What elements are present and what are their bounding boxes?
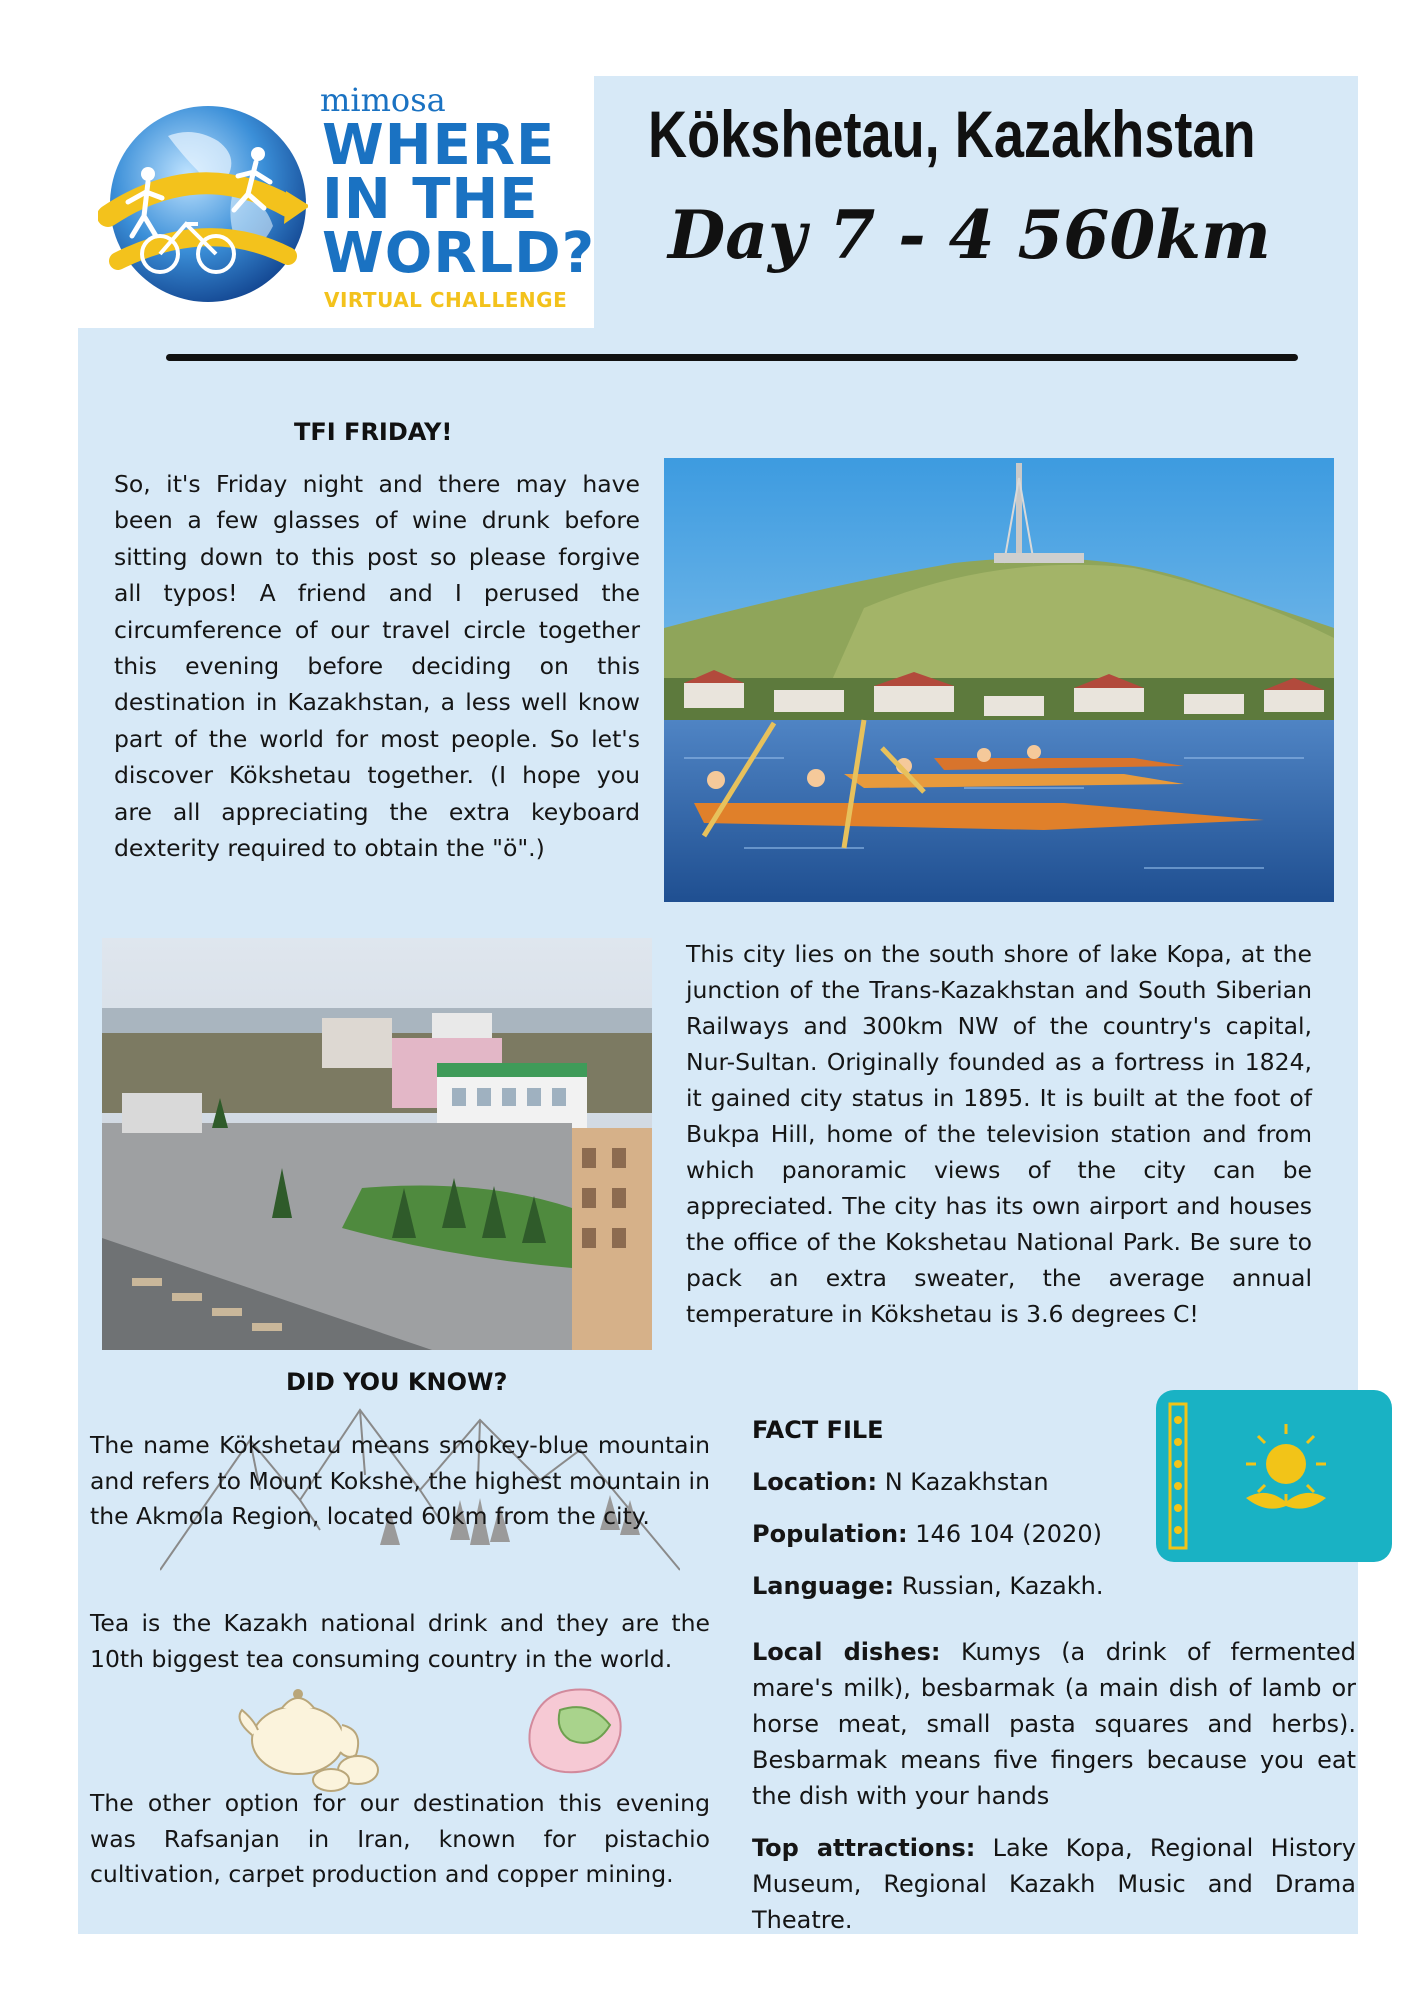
- challenge-logo: [78, 76, 594, 328]
- logo-brand: mimosa: [320, 81, 446, 119]
- fact-attractions-label: Top attractions:: [752, 1834, 976, 1862]
- teapot-icon: [236, 1680, 396, 1792]
- fact-dishes-label: Local dishes:: [752, 1638, 941, 1666]
- logo-line-1: WHERE: [322, 113, 556, 178]
- fact-population-value: 146 104 (2020): [915, 1520, 1102, 1548]
- fact-attractions-value: Lake Kopa, Regional History Museum, Regional Kazakh Music and Drama Theatre.: [752, 1834, 1356, 1934]
- name-fact: The name Kökshetau means smokey-blue mountain and refers to Mount Kokshe, the highest mountain in the Akmola Region, located 60km from the city.: [90, 1431, 710, 1531]
- fact-language-label: Language:: [752, 1572, 895, 1600]
- lake-kayak-photo: [664, 458, 1334, 902]
- title-divider: [166, 354, 1298, 361]
- logo-line-2: IN THE: [322, 167, 539, 232]
- tea-fact: Tea is the Kazakh national drink and they are the 10th biggest tea consuming country in the world.: [90, 1609, 710, 1673]
- fact-local-dishes: [752, 1634, 1356, 1814]
- flag-emblem-icon: [1156, 1390, 1392, 1562]
- fact-location-label: Location:: [752, 1468, 878, 1496]
- city-square-photo: [102, 938, 652, 1350]
- fact-dishes-value: Kumys (a drink of fermented mare's milk), besbarmak (a main dish of lamb or horse meat, small pasta squares and herbs). Besbarmak means five fingers because you eat the dish with your hands: [752, 1638, 1356, 1810]
- fact-population-label: Population:: [752, 1520, 908, 1548]
- kazakhstan-flag: [1156, 1390, 1392, 1562]
- globe-icon: [98, 96, 308, 306]
- fact-location-value: N Kazakhstan: [884, 1468, 1049, 1496]
- fact-language: [752, 1568, 1103, 1604]
- rafsanjan-fact: The other option for our destination this evening was Rafsanjan in Iran, known for pistachio cultivation, carpet production and copper mining.: [90, 1789, 710, 1889]
- logo-line-3: WORLD?: [322, 221, 596, 286]
- fact-file-heading: FACT FILE: [752, 1416, 884, 1444]
- day-distance-title: Day 7 - 4 560km: [668, 196, 1271, 274]
- intro-paragraph: So, it's Friday night and there may have been a few glasses of wine drunk before sitting down to this post so please forgive all typos! A friend and I perused the circumference of our travel circle together this evening before deciding on this destination in Kazakhstan, a less well know part of the world for most people. So let's discover Kökshetau together. (I hope you are all appreciating the extra keyboard dexterity required to obtain the "ö".): [114, 470, 640, 863]
- intro-heading: TFI FRIDAY!: [294, 418, 453, 446]
- did-you-know-heading: DID YOU KNOW?: [286, 1368, 508, 1396]
- fact-population: [752, 1516, 1102, 1552]
- fact-location: [752, 1464, 1049, 1500]
- fact-language-value: Russian, Kazakh.: [901, 1572, 1104, 1600]
- pistachio-icon: [520, 1680, 630, 1780]
- about-paragraph: This city lies on the south shore of lake Kopa, at the junction of the Trans-Kazakhstan and South Siberian Railways and 300km NW of the country's capital, Nur-Sultan. Originally founded as a fortress in 1824, it gained city status in 1895. It is built at the foot of Bukpa Hill, home of the television station and from which panoramic views of the city can be appreciated. The city has its own airport and houses the office of the Kokshetau National Park. Be sure to pack an extra sweater, the average annual temperature in Kökshetau is 3.6 degrees C!: [686, 940, 1312, 1328]
- fact-top-attractions: [752, 1830, 1356, 1938]
- page-title: Kökshetau, Kazakhstan: [648, 97, 1256, 171]
- logo-tagline: VIRTUAL CHALLENGE: [324, 288, 568, 312]
